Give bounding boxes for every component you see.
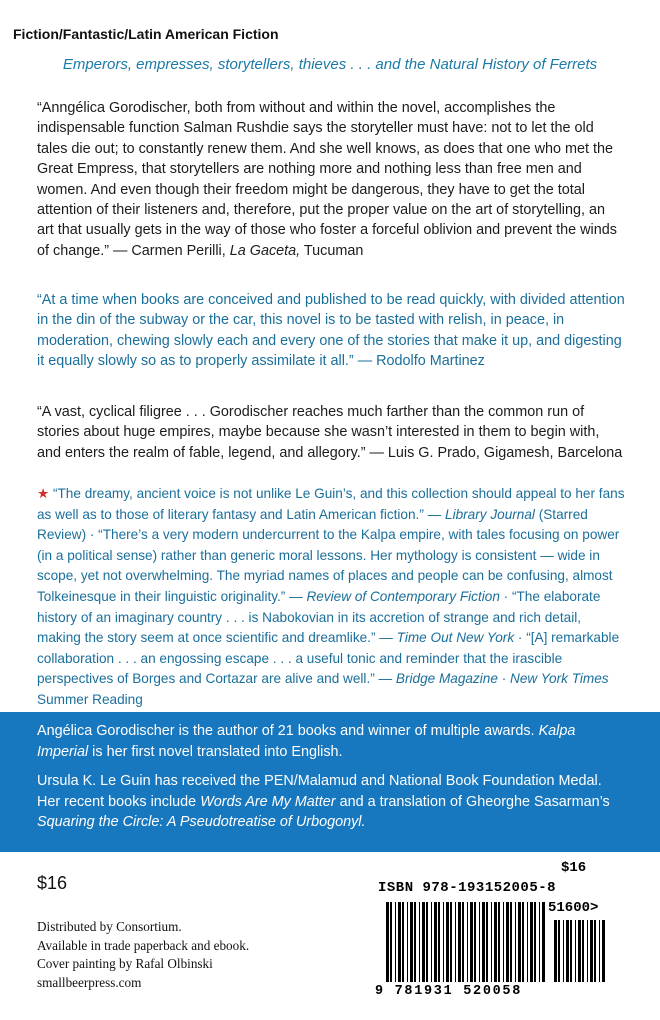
barcode-bar: [506, 902, 509, 982]
info-line: Distributed by Consortium.: [37, 919, 182, 934]
addon-code: 51600>: [548, 900, 599, 916]
barcode-bar: [594, 920, 596, 982]
barcode-bar: [582, 920, 584, 982]
tagline: Emperors, empresses, storytellers, thieves . . . and the Natural History of Ferrets: [62, 56, 598, 73]
info-line: Available in trade paperback and ebook.: [37, 937, 250, 953]
press-reviews: ★ “The dreamy, ancient voice is not unlike Le Guin’s, and this collection should appeal to her fans as well as to those of literary fantasy and Latin American fiction.” — Library Journal (Starred Review) · “There’s a very modern undercurrent to the Kalpa empire, with tales focusing on power (in a political sense) rather than generic moral lessons. Her mythology is consistent — wide in scope, yet not overwhelming. The myriad names of places and people can be confusing, almost Tolkeinesque in their linguistic originality.” — Review of Contemporary Fiction · “The elaborate history of an imaginary country . . . is Nabokovian in its accretion of strange and rich detail, making the story seem at once scientific and dreamlike.” — Time Out New York · “[A] remarkable collaboration . . . an engossing escape . . . a useful tonic and reminder that the irascible perspectives of Borges and Cortazar are alive and well.” — Bridge Magazine · New York Times Summer Reading: [37, 486, 625, 707]
quote-place: Tucuman: [300, 242, 364, 259]
barcode-main-bars: [386, 902, 545, 982]
barcode-bar: [510, 902, 512, 982]
barcode-bar: [542, 902, 545, 982]
translator-bio: Ursula K. Le Guin has received the PEN/Malamud and National Book Foundation Medal. Her recent books include Words Are My Matter and a translation of Gheorghe Sasarman’s Squaring the Circle: A Pseudotreatise of Urbogonyl.: [37, 773, 610, 831]
barcode-bar: [534, 902, 536, 982]
barcode-bar: [422, 902, 425, 982]
barcode-addon-bars: [554, 920, 605, 982]
barcode-bar: [554, 920, 557, 982]
review-quote-prado: “A vast, cyclical filigree . . . Gorodischer reaches much farther than the common run of stories about huge empires, maybe because she wasn’t interested in them to begin with, and enters the realm of fable, legend, and allegory.” — Luis G. Prado, Gigamesh, Barcelona: [37, 404, 623, 461]
barcode-bar: [486, 902, 488, 982]
review-quote-perilli: [37, 98, 625, 261]
barcode-bar: [515, 902, 516, 982]
quote-source: La Gaceta,: [229, 242, 301, 259]
source-time-out: Time Out New York: [396, 630, 515, 646]
info-line: Cover painting by Rafal Olbinski: [37, 956, 213, 972]
barcode-bar: [462, 902, 464, 982]
barcode-bar: [470, 902, 473, 982]
barcode-bar: [503, 902, 504, 982]
barcode-bar: [530, 902, 533, 982]
barcode-bar: [398, 902, 401, 982]
barcode-bar: [575, 920, 576, 982]
book-title: Squaring the Circle: A Pseudotreatise of Urbogonyl.: [37, 814, 366, 831]
barcode-bar: [386, 902, 389, 982]
barcode-bar: [498, 902, 500, 982]
barcode-bar: [414, 902, 416, 982]
barcode-bar: [494, 902, 497, 982]
barcode-bar: [419, 902, 420, 982]
barcode-bar: [450, 902, 452, 982]
barcode-bar: [458, 902, 461, 982]
barcode-bar: [522, 902, 524, 982]
barcode-bar: [539, 902, 540, 982]
barcode-bar: [395, 902, 396, 982]
barcode-bar: [426, 902, 428, 982]
barcode-bar: [467, 902, 468, 982]
author-bio: Angélica Gorodischer is the author of 21 books and winner of multiple awards. Kalpa Imperial is her first novel translated into English.: [37, 723, 576, 760]
source-review-contemporary-fiction: Review of Contemporary Fiction: [306, 588, 500, 604]
category-label: Fiction/Fantastic/Latin American Fiction: [13, 26, 279, 42]
barcode-bar: [407, 902, 408, 982]
barcode-bar: [431, 902, 432, 982]
barcode-bar: [446, 902, 449, 982]
barcode-bar: [599, 920, 600, 982]
barcode-digits: 9 781931 520058: [375, 984, 523, 999]
barcode: [368, 858, 660, 1008]
barcode-bar: [563, 920, 564, 982]
barcode-bar: [402, 902, 404, 982]
barcode-bar: [390, 902, 392, 982]
barcode-bar: [479, 902, 480, 982]
barcode-bar: [438, 902, 440, 982]
barcode-price: $16: [561, 860, 587, 876]
barcode-bar: [578, 920, 581, 982]
source-bridge-magazine: Bridge Magazine: [395, 671, 498, 687]
barcode-bar: [570, 920, 572, 982]
barcode-bar: [455, 902, 456, 982]
barcode-bar: [474, 902, 476, 982]
barcode-bar: [590, 920, 593, 982]
barcode-bar: [602, 920, 605, 982]
barcode-bar: [558, 920, 560, 982]
barcode-bar: [482, 902, 485, 982]
review-quote-martinez: “At a time when books are conceived and published to be read quickly, with divided attention in the din of the subway or the car, this novel is to be tasted with relish, in peace, in moderation, chewing slowly each and every one of the stories that make it up, and digesting it equally slowly so as to properly assimilate it all.” — Rodolfo Martinez: [37, 292, 625, 370]
barcode-bar: [587, 920, 588, 982]
barcode-bar: [434, 902, 437, 982]
barcode-bar: [491, 902, 492, 982]
book-title: Words Are My Matter: [200, 793, 336, 810]
barcode-bar: [518, 902, 521, 982]
price: $16: [37, 873, 68, 893]
isbn-label: ISBN 978-193152005-8: [378, 880, 557, 896]
star-icon: ★: [37, 486, 50, 501]
barcode-bar: [443, 902, 444, 982]
barcode-bar: [527, 902, 528, 982]
barcode-bar: [566, 920, 569, 982]
barcode-bar: [410, 902, 413, 982]
source-nyt: New York Times: [510, 671, 609, 687]
info-line: smallbeerpress.com: [37, 974, 142, 990]
bio-band: [0, 712, 660, 852]
quote-text: “Anngélica Gorodischer, both from without and within the novel, accomplishes the indispensable function Salman Rushdie says the storyteller must have: not to let the old tales die out; to constantly renew them. And she well knows, as does that one who met the Great Empress, that storytellers are nothing more and nothing less than free men and women. And even though their freedom might be dangerous, they have to get the total attention of their listeners and, therefore, put the proper value on the art of storytelling, an art that usually gets in the way of those who foster a forceful oblivion and prevent the winds of change.” — Carmen Perilli,: [37, 100, 617, 259]
book-title: Kalpa Imperial: [37, 723, 576, 760]
source-library-journal: Library Journal: [445, 506, 535, 522]
publisher-info: [37, 918, 249, 992]
